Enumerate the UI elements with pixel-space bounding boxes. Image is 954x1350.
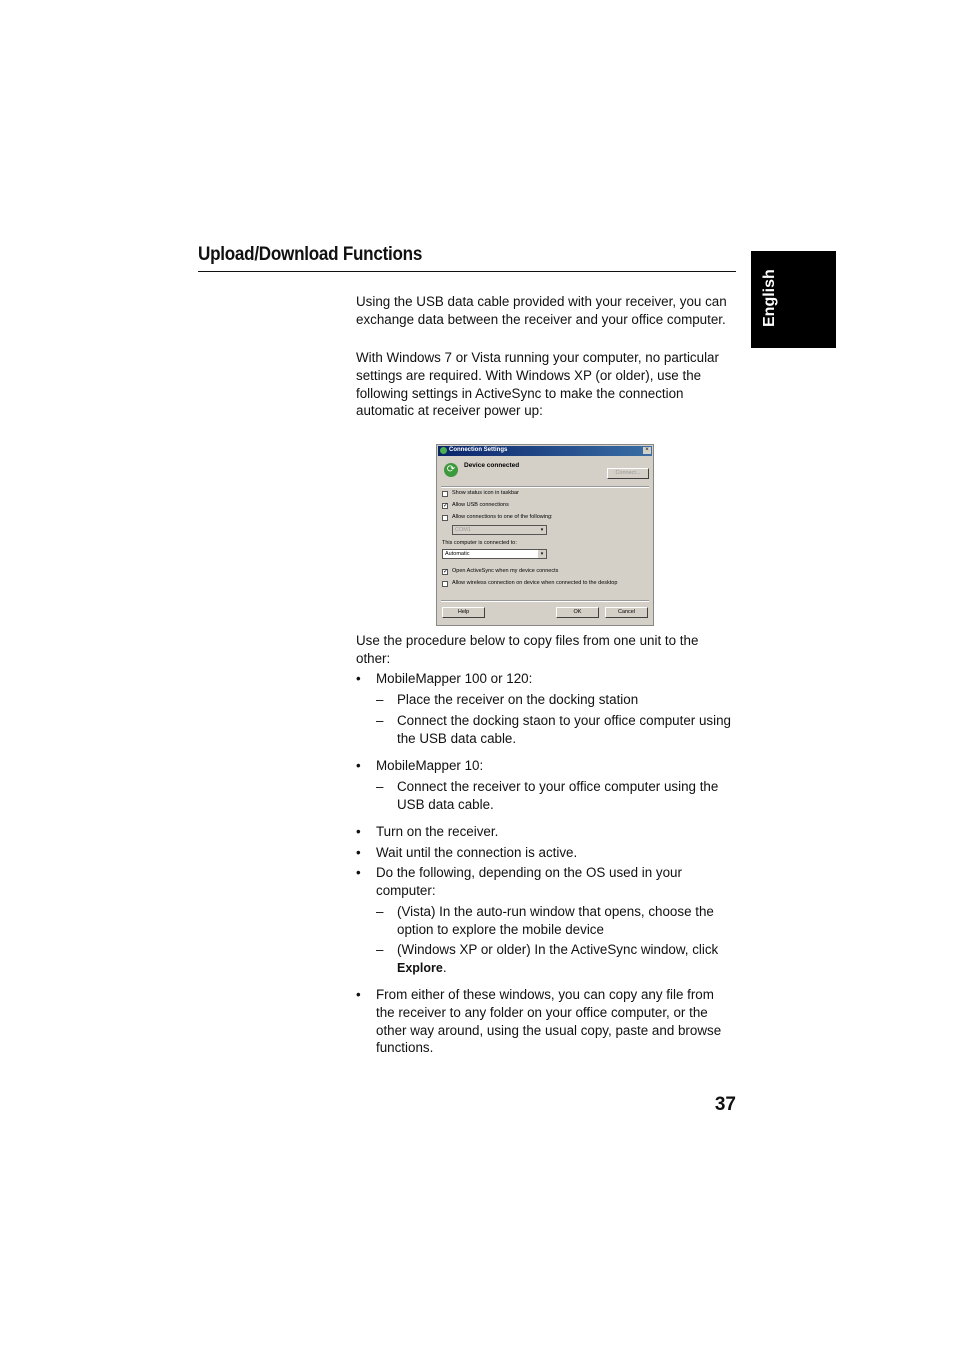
dash: – [376, 904, 384, 919]
list-item: • Wait until the connection is active. [356, 845, 578, 860]
help-button[interactable]: Help [442, 607, 485, 618]
com-port-select[interactable]: COM1 ▾ [452, 525, 547, 535]
dash: – [376, 942, 384, 957]
list-item: • Do the following, depending on the OS used in your computer: [356, 865, 682, 898]
page-number: 37 [714, 1094, 736, 1115]
divider [441, 600, 649, 602]
activesync-icon [440, 447, 447, 454]
list-item: • MobileMapper 100 or 120: [356, 671, 533, 686]
allow-connections-label: Allow connections to one of the following: [452, 514, 553, 520]
explore-command: Explore [397, 960, 443, 975]
dialog-titlebar [438, 446, 652, 456]
ok-button[interactable]: OK [556, 607, 599, 618]
sync-icon: ⟳ [444, 463, 458, 477]
list-item: • Turn on the receiver. [356, 824, 499, 839]
sub-list-item: – Connect the docking staon to your office computer using the USB data cable. [376, 713, 731, 746]
connect-button[interactable]: Connect... [607, 468, 649, 479]
bullet: • [356, 845, 361, 860]
list-item: • MobileMapper 10: [356, 758, 484, 773]
cancel-button[interactable]: Cancel [605, 607, 648, 618]
divider [441, 486, 649, 488]
dash: – [376, 692, 384, 707]
section-title: Upload/Download Functions [198, 244, 423, 265]
bullet: • [356, 987, 361, 1002]
list-item: • From either of these windows, you can copy any file from the receiver to any folder on your office computer, or the other way around, using the usual copy, paste and browse functions. [356, 987, 722, 1056]
chevron-down-icon: ▾ [538, 550, 546, 558]
dash: – [376, 713, 384, 728]
intro-paragraph-2: With Windows 7 or Vista running your computer, no particular settings are required. With Windows XP (or older), use the following settings in ActiveSync to make the connection automatic at receiver power up: [356, 350, 719, 419]
bullet: • [356, 671, 361, 686]
connected-to-label: This computer is connected to: [442, 540, 517, 546]
language-tab [751, 251, 836, 348]
dash: – [376, 779, 384, 794]
show-status-icon-label: Show status icon in taskbar [452, 490, 519, 496]
bullet: • [356, 758, 361, 773]
sub-list-item: – Place the receiver on the docking station [376, 692, 639, 707]
bullet: • [356, 865, 361, 880]
connected-to-select[interactable]: Automatic ▾ [442, 549, 547, 559]
sub-list-item: – (Vista) In the auto-run window that opens, choose the option to explore the mobile device [376, 904, 714, 937]
allow-usb-label: Allow USB connections [452, 502, 509, 508]
language-tab-label: English [761, 269, 778, 327]
close-icon[interactable]: × [643, 447, 651, 454]
dialog-title: Connection Settings [449, 447, 508, 453]
intro-paragraph-1: Using the USB data cable provided with your receiver, you can exchange data between the receiver and your office computer. [356, 294, 727, 327]
sub-list-item: – Connect the receiver to your office computer using the USB data cable. [376, 779, 719, 812]
open-activesync-label: Open ActiveSync when my device connects [452, 568, 559, 574]
chevron-down-icon: ▾ [538, 526, 546, 534]
allow-wireless-checkbox[interactable] [442, 581, 448, 587]
allow-usb-checkbox[interactable]: ✓ [443, 503, 449, 509]
sub-list-item: – (Windows XP or older) In the ActiveSync window, click Explore. [376, 942, 719, 975]
connection-settings-dialog [436, 444, 654, 626]
bullet: • [356, 824, 361, 839]
allow-connections-checkbox[interactable] [442, 515, 448, 521]
procedure-intro: Use the procedure below to copy files from one unit to the other: [356, 633, 699, 666]
device-status: Device connected [464, 462, 520, 469]
open-activesync-checkbox[interactable]: ✓ [443, 569, 449, 575]
title-rule [198, 271, 736, 272]
show-status-icon-checkbox[interactable] [442, 491, 448, 497]
allow-wireless-label: Allow wireless connection on device when connected to the desktop [452, 580, 618, 586]
